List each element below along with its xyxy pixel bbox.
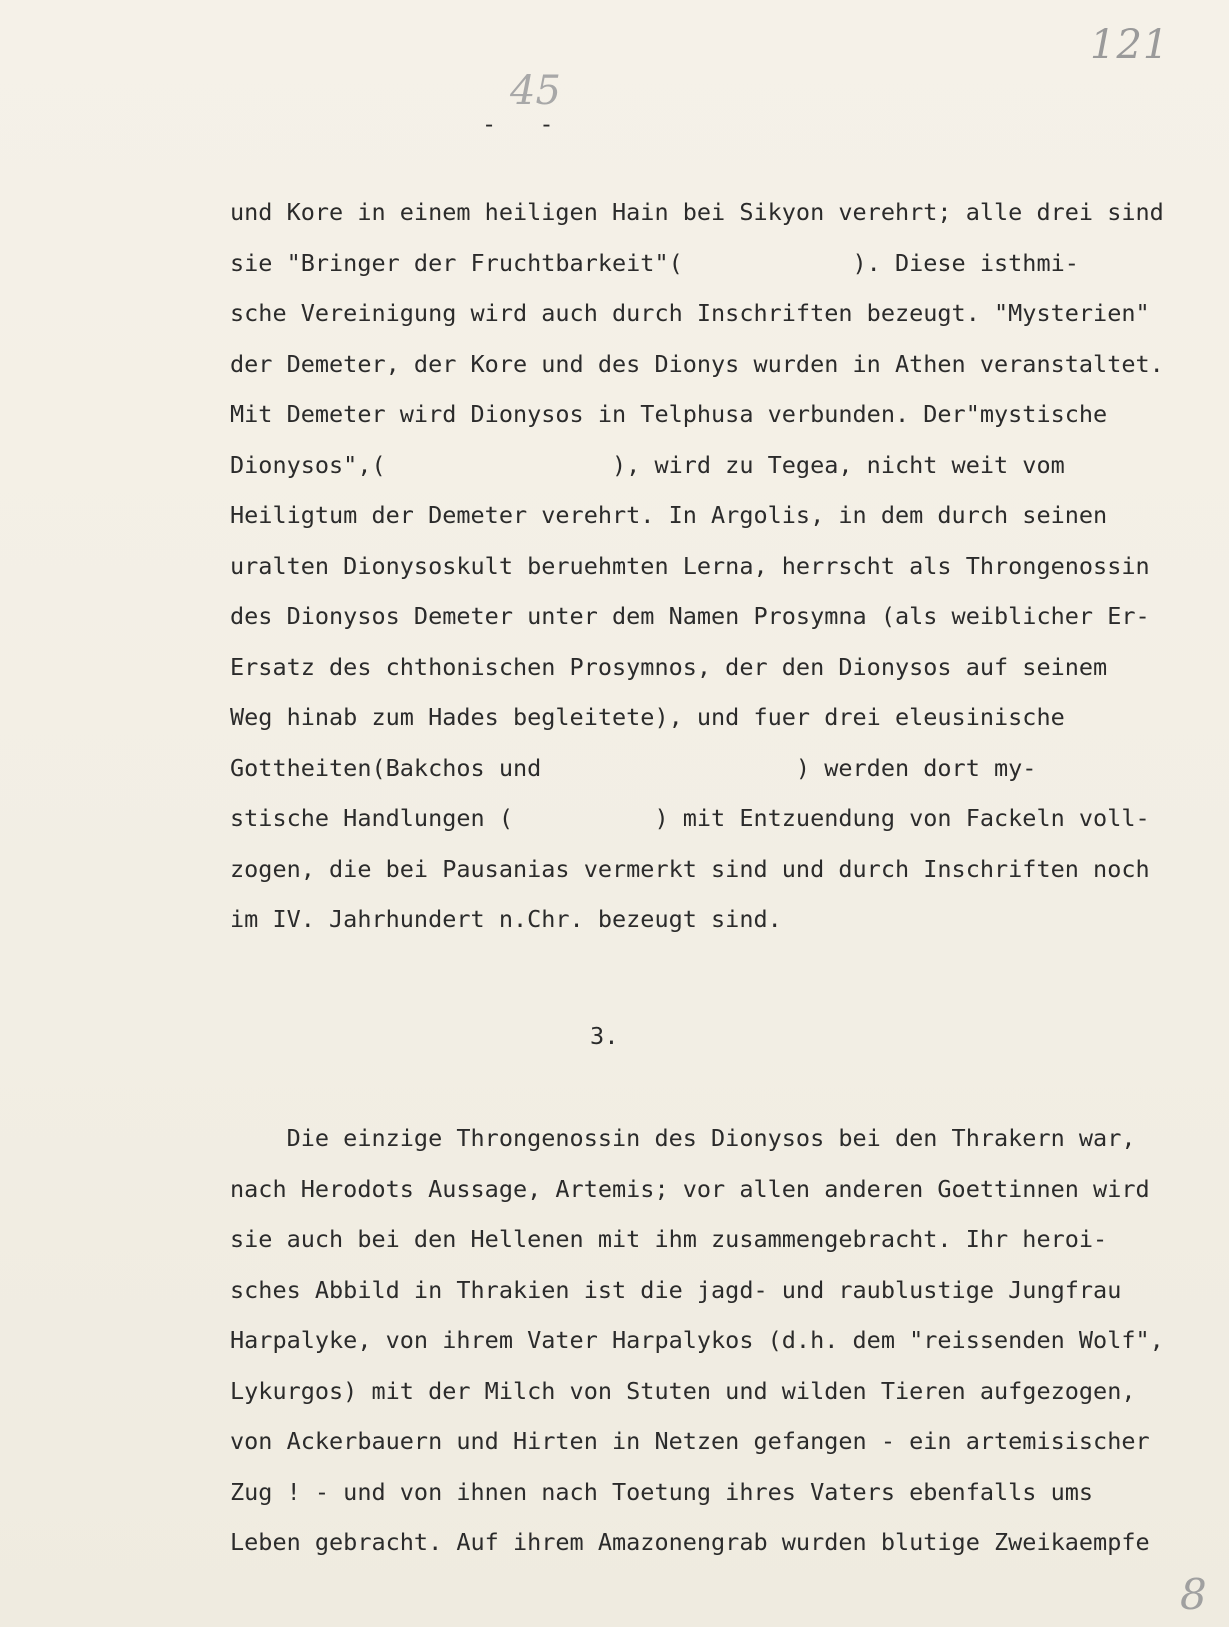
text-line: Harpalyke, von ihrem Vater Harpalykos (d.h. dem "reissenden Wolf", <box>230 1326 1164 1354</box>
text-line: sches Abbild in Thrakien ist die jagd- und raublustige Jungfrau <box>230 1275 1122 1304</box>
text-line: Ersatz des chthonischen Prosymnos, der den Dionysos auf seinem <box>230 652 1108 681</box>
text-line: sie auch bei den Hellenen mit ihm zusammengebracht. Ihr heroi- <box>230 1225 1108 1253</box>
section-number: 3. <box>590 1022 619 1050</box>
text-line: der Demeter, der Kore und des Dionys wurden in Athen veranstaltet. <box>230 349 1164 378</box>
text-line: Die einzige Throngenossin des Dionysos bei den Thrakern war, <box>230 1124 1136 1152</box>
text-line: zogen, die bei Pausanias vermerkt sind und durch Inschriften noch <box>230 854 1150 883</box>
text-line: Lykurgos) mit der Milch von Stuten und wilden Tieren aufgezogen, <box>230 1376 1136 1405</box>
archive-number-annotation: 121 <box>1090 22 1170 68</box>
text-line: Mit Demeter wird Dionysos in Telphusa verbunden. Der"mystische <box>230 400 1108 428</box>
text-line: und Kore in einem heiligen Hain bei Sikyon verehrt; alle drei sind <box>230 198 1164 226</box>
text-line: nach Herodots Aussage, Artemis; vor allen anderen Goettinnen wird <box>230 1174 1150 1203</box>
text-line: von Ackerbauern und Hirten in Netzen gefangen - ein artemisischer <box>230 1427 1150 1455</box>
text-line: Dionysos",( ), wird zu Tegea, nicht weit vom <box>230 450 1065 479</box>
paragraph-1 <box>230 187 1220 945</box>
text-line: Heiligtum der Demeter verehrt. In Argolis, in dem durch seinen <box>230 501 1108 529</box>
text-line: Zug ! - und von ihnen nach Toetung ihres Vaters ebenfalls ums <box>230 1477 1094 1506</box>
text-line: sie "Bringer der Fruchtbarkeit"( ). Diese isthmi- <box>230 248 1079 277</box>
typed-page-number: - - <box>482 110 554 138</box>
text-line: Gottheiten(Bakchos und ) werden dort my- <box>230 753 1037 782</box>
text-line: im IV. Jahrhundert n.Chr. bezeugt sind. <box>230 905 782 933</box>
handwritten-page-number: 45 <box>510 68 561 114</box>
text-line: stische Handlungen ( ) mit Entzuendung von Fackeln voll- <box>230 804 1150 832</box>
corner-mark-annotation: 8 <box>1180 1570 1207 1619</box>
text-line: Weg hinab zum Hades begleitete), und fuer drei eleusinische <box>230 703 1065 731</box>
text-line: uralten Dionysoskult beruehmten Lerna, herrscht als Throngenossin <box>230 551 1150 580</box>
paragraph-2 <box>230 1113 1220 1568</box>
text-line: des Dionysos Demeter unter dem Namen Prosymna (als weiblicher Er- <box>230 602 1150 630</box>
text-line: Leben gebracht. Auf ihrem Amazonengrab wurden blutige Zweikaempfe <box>230 1528 1150 1556</box>
text-line: sche Vereinigung wird auch durch Inschriften bezeugt. "Mysterien" <box>230 299 1150 327</box>
